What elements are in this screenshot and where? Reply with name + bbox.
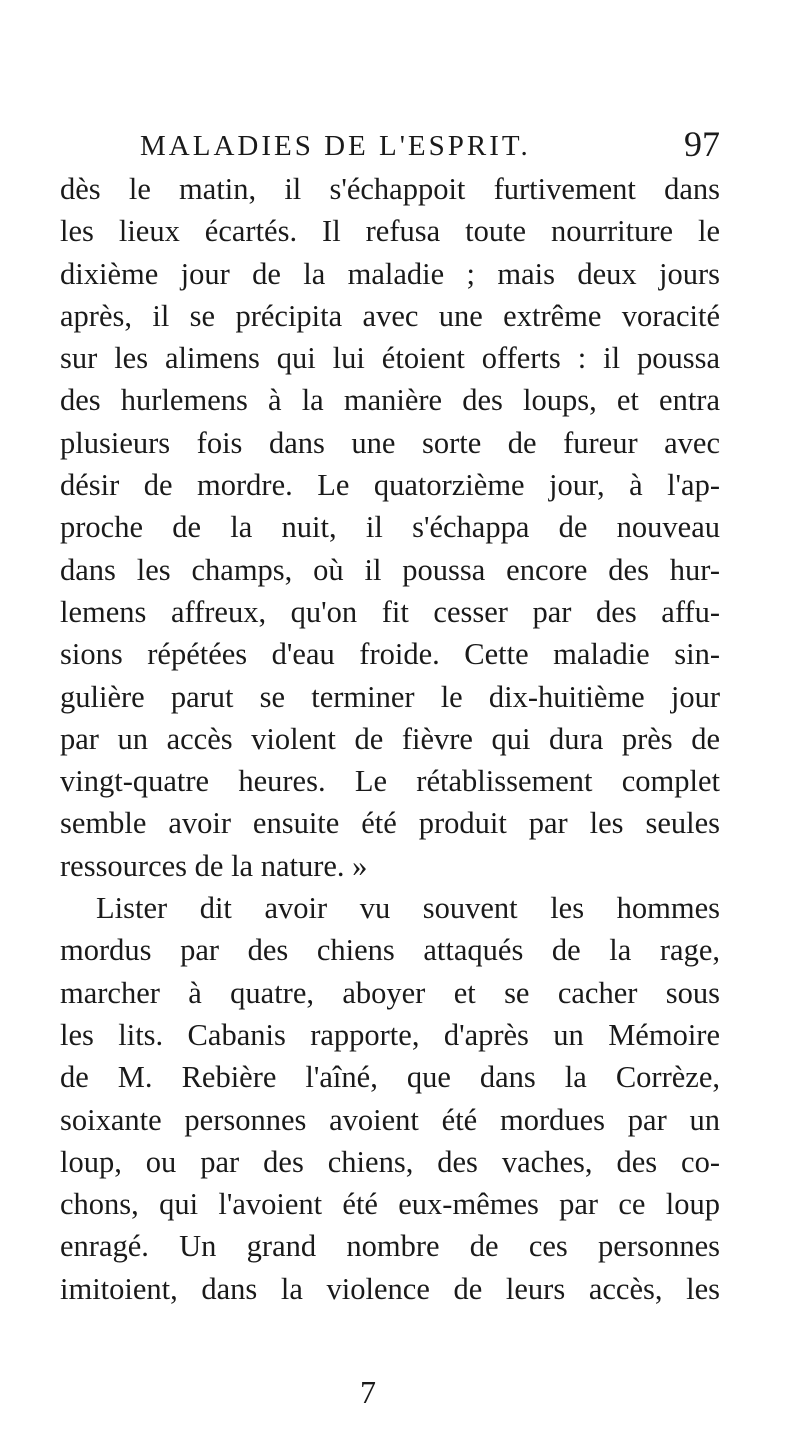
text-line: plusieurs fois dans une sorte de fureur avec [60,425,720,460]
text-line: chons, qui l'avoient été eux-mêmes par ce loup [60,1187,720,1222]
text-line: dès le matin, il s'échappoit furtivement dans [60,172,720,206]
page-number: 97 [684,124,720,164]
text-line: imitoient, dans la violence de leurs accès, les [60,1271,720,1306]
text-line: mordus par des chiens attaqués de la rage, [60,933,720,968]
text-line: semble avoir ensuite été produit par les seules [60,806,720,841]
text-line: les lieux écartés. Il refusa toute nourriture le [60,214,720,249]
text-line: loup, ou par des chiens, des vaches, des co- [60,1144,720,1179]
text-line: après, il se précipita avec une extrême voracité [60,298,720,333]
signature-mark: 7 [360,1374,376,1410]
text-line: désir de mordre. Le quatorzième jour, à l'ap- [60,468,720,503]
text-line: Lister dit avoir vu souvent les hommes [96,891,720,926]
text-line: dans les champs, où il poussa encore des hur- [60,552,720,587]
running-head [100,126,720,166]
text-line: enragé. Un grand nombre de ces personnes [60,1229,720,1264]
text-line: sur les alimens qui lui étoient offerts : il poussa [60,341,720,376]
text-line: les lits. Cabanis rapporte, d'après un Mémoire [60,1017,720,1052]
body-text [60,168,720,1310]
text-line: des hurlemens à la manière des loups, et entra [60,383,720,418]
text-line: de M. Rebière l'aîné, que dans la Corrèze, [60,1060,720,1095]
text-line: gulière parut se terminer le dix-huitième jour [60,679,720,714]
text-line: dixième jour de la maladie ; mais deux jours [60,256,720,291]
text-line: sions répétées d'eau froide. Cette maladie sin- [60,637,720,672]
running-title: MALADIES DE L'ESPRIT. [140,130,531,162]
text-line: par un accès violent de fièvre qui dura près de [60,721,720,756]
text-line: lemens affreux, qu'on fit cesser par des affu- [60,594,720,629]
text-line: ressources de la nature. » [60,848,368,883]
text-line: soixante personnes avoient été mordues par un [60,1102,720,1137]
text-line: proche de la nuit, il s'échappa de nouveau [60,510,720,545]
text-line: vingt-quatre heures. Le rétablissement complet [60,764,720,799]
text-line: marcher à quatre, aboyer et se cacher sous [60,975,720,1010]
